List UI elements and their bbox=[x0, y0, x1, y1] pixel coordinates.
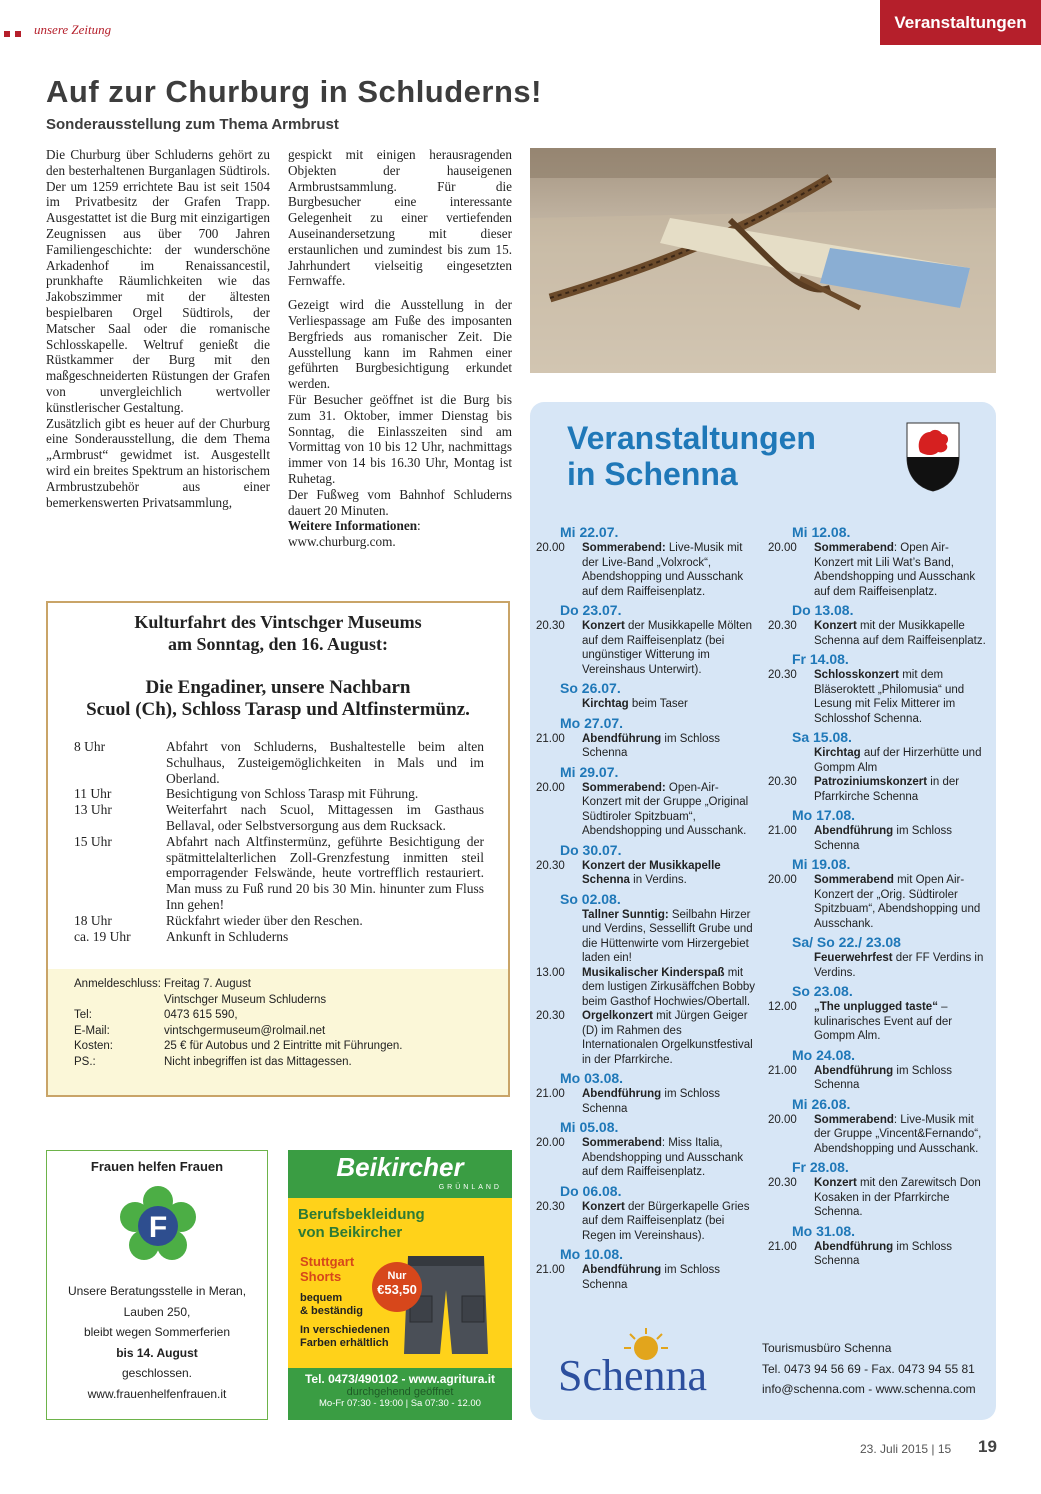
event-description bbox=[582, 859, 758, 888]
event-date: Mi 22.07. bbox=[560, 524, 619, 540]
event-description bbox=[582, 908, 758, 966]
contact-banner bbox=[288, 1368, 512, 1420]
event-text: der Bürgerkapelle Gries auf dem Raiffeisenplatz (bei Regen im Vereinshaus). bbox=[582, 1200, 750, 1242]
event-title: Sommerabend bbox=[814, 874, 894, 886]
event-time: 21.00 bbox=[536, 1264, 565, 1276]
info-value: Nicht inbegriffen ist das Mittagessen. bbox=[164, 1055, 352, 1068]
event-date: Mi 05.08. bbox=[560, 1119, 619, 1135]
more-info-colon: : bbox=[417, 518, 421, 534]
event-date: Sa 15.08. bbox=[792, 729, 852, 745]
article-column-1 bbox=[46, 147, 270, 510]
event-description bbox=[814, 1000, 988, 1044]
event-title: Sommerabend bbox=[814, 1113, 894, 1126]
schedule bbox=[74, 739, 484, 944]
schedule-time: 8 Uhr bbox=[74, 739, 106, 754]
event-description bbox=[814, 619, 988, 648]
schedule-time: 15 Uhr bbox=[74, 833, 112, 849]
schedule-row bbox=[74, 802, 484, 834]
event-date: Do 30.07. bbox=[560, 841, 622, 858]
info-label: E-Mail: bbox=[74, 1024, 110, 1037]
event-time: 20.00 bbox=[536, 1137, 565, 1149]
contact-line[interactable]: Tel. 0473/490102 - www.agritura.it bbox=[304, 1372, 496, 1386]
beikircher-ad bbox=[288, 1150, 512, 1420]
office-phone: Tel. 0473 94 56 69 - Fax. 0473 94 55 81 bbox=[762, 1361, 975, 1376]
event-item bbox=[536, 1263, 758, 1292]
schedule-time: 13 Uhr bbox=[74, 802, 112, 818]
event-title: Orgelkonzert bbox=[582, 1010, 653, 1022]
events-title bbox=[567, 420, 816, 492]
paragraph: Zusätzlich gibt es heuer auf der Churburg eine Sonderausstellung, die dem Thema „Armbrust“ gewidmet ist. Ausgestellt wird ein breites Spektrum an historischem Armbrustzubehör aus einer bemerkenswerten Privatsammlung, bbox=[46, 415, 270, 510]
event-item bbox=[768, 1000, 988, 1044]
event-description bbox=[582, 619, 758, 677]
logo-letter: F bbox=[148, 1211, 168, 1244]
event-time: 20.30 bbox=[768, 1177, 797, 1189]
frauen-line: bleibt wegen Sommerferien bbox=[83, 1325, 231, 1339]
event-description bbox=[814, 1176, 988, 1220]
event-title: Abendführung bbox=[582, 1088, 662, 1100]
schedule-row bbox=[74, 786, 484, 802]
info-row bbox=[48, 1008, 508, 1024]
frauen-line: Unsere Beratungsstelle in Meran, bbox=[67, 1284, 247, 1298]
event-text: im Schloss Schenna bbox=[814, 825, 952, 852]
event-text: mit dem lustigen Zirkusäffchen Bobby beim Gasthof Hochwies/Obertall. bbox=[582, 966, 756, 1008]
frauen-line: geschlossen. bbox=[121, 1366, 193, 1380]
hours-line: Mo-Fr 07:30 - 19:00 | Sa 07:30 - 12.00 bbox=[319, 1398, 481, 1409]
event-date: Mo 31.08. bbox=[792, 1222, 856, 1239]
feature-line: bequem bbox=[300, 1292, 343, 1304]
paragraph: Gezeigt wird die Ausstellung in der Verliespassage am Fuße des imposanten Bergfrieds aus romanischer Zeit. Die Ausstellung kann im Rahmen einer geführten Burgbesichtigung erkundet werden. bbox=[288, 297, 512, 392]
flower-logo-icon bbox=[117, 1185, 199, 1267]
event-title: Konzert bbox=[814, 1177, 857, 1189]
event-date: Do 13.08. bbox=[792, 602, 854, 618]
event-time: 21.00 bbox=[536, 1088, 565, 1100]
event-description bbox=[582, 1136, 758, 1180]
events-column-left bbox=[536, 524, 758, 1295]
kulturfahrt-box bbox=[46, 601, 510, 1097]
frauen-title: Frauen helfen Frauen bbox=[90, 1159, 224, 1174]
event-description bbox=[814, 951, 988, 980]
event-date: Do 23.07. bbox=[560, 602, 622, 618]
event-title: Tallner Sunntig: bbox=[582, 908, 669, 921]
event-item bbox=[768, 746, 988, 775]
schedule-row bbox=[74, 834, 484, 913]
info-row bbox=[48, 993, 508, 1009]
more-info-label: Weitere Informationen bbox=[288, 518, 418, 534]
event-text: der FF Verdins in Verdins. bbox=[814, 952, 984, 979]
schedule-desc: Besichtigung von Schloss Tarasp mit Führung. bbox=[166, 786, 419, 802]
event-item bbox=[536, 541, 758, 599]
kulturfahrt-destinations: Scuol (Ch), Schloss Tarasp und Altfinstermünz. bbox=[86, 699, 470, 720]
event-title: Sommerabend bbox=[582, 1137, 662, 1149]
event-title: Abendführung bbox=[582, 732, 662, 745]
schenna-logo bbox=[546, 1326, 746, 1406]
event-date: Mi 29.07. bbox=[560, 763, 619, 780]
office-web[interactable]: info@schenna.com - www.schenna.com bbox=[762, 1382, 976, 1396]
event-description bbox=[814, 1064, 988, 1093]
event-item bbox=[536, 732, 758, 761]
event-text: auf der Hirzerhütte und Gompm Alm bbox=[814, 747, 982, 774]
event-time: 21.00 bbox=[768, 1240, 797, 1253]
schedule-desc: Weiterfahrt nach Scuol, Mittagessen im Gasthaus Bellaval, oder Selbstversorgung aus dem Rucksack. bbox=[166, 802, 484, 833]
event-time: 21.00 bbox=[768, 825, 797, 837]
event-description bbox=[582, 1087, 758, 1116]
event-item bbox=[768, 619, 988, 648]
event-time bbox=[536, 908, 582, 966]
event-date: Mo 27.07. bbox=[560, 714, 624, 731]
info-value: 25 € für Autobus und 2 Eintritte mit Führungen. bbox=[164, 1040, 403, 1053]
event-title: Kirchtag bbox=[582, 698, 629, 710]
event-time: 20.00 bbox=[768, 874, 797, 886]
event-date: Mo 24.08. bbox=[792, 1046, 856, 1063]
event-title: „The unplugged taste“ bbox=[814, 1001, 938, 1013]
info-value: 0473 615 590, bbox=[164, 1009, 238, 1022]
paragraph: Der Fußweg vom Bahnhof Schluderns dauert 20 Minuten. bbox=[288, 486, 512, 518]
event-time: 20.30 bbox=[536, 1010, 565, 1022]
event-text: im Schloss Schenna bbox=[582, 732, 720, 759]
product-name bbox=[300, 1254, 354, 1284]
event-date: Mi 26.08. bbox=[792, 1095, 851, 1112]
event-time: 20.30 bbox=[768, 620, 797, 632]
events-title-line: Veranstaltungen bbox=[567, 420, 816, 456]
event-date: Sa/ So 22./ 23.08 bbox=[792, 934, 901, 950]
event-time: 20.30 bbox=[536, 620, 565, 632]
hours-line: durchgehend geöffnet bbox=[346, 1386, 454, 1398]
event-item bbox=[536, 1136, 758, 1180]
event-text: im Schloss Schenna bbox=[582, 1088, 720, 1115]
event-description bbox=[582, 541, 758, 599]
event-date: So 26.07. bbox=[560, 680, 621, 696]
event-time: 20.00 bbox=[536, 542, 565, 554]
headline-line: Berufsbekleidung bbox=[298, 1206, 425, 1223]
more-info bbox=[288, 518, 512, 550]
event-time: 21.00 bbox=[536, 732, 565, 745]
schedule-desc: Abfahrt von Schluderns, Bushaltestelle beim alten Schulhaus, Zusteigemöglichkeiten in Mals und im Oberland. bbox=[166, 739, 484, 786]
schedule-desc: Rückfahrt wieder über den Reschen. bbox=[166, 912, 363, 928]
header-square bbox=[15, 31, 21, 37]
event-text: Live-Musik mit der Live-Band „Volxrock“, Abendshopping und Ausschank auf dem Raiffeisenplatz. bbox=[582, 542, 744, 598]
article-title: Auf zur Churburg in Schluderns! bbox=[46, 74, 542, 109]
more-info-link[interactable]: www.churburg.com. bbox=[288, 534, 396, 550]
product-line: Stuttgart bbox=[300, 1254, 355, 1269]
frauen-website[interactable]: www.frauenhelfenfrauen.it bbox=[87, 1386, 227, 1401]
kulturfahrt-title: Kulturfahrt des Vintschger Museums bbox=[134, 612, 422, 632]
event-date: Fr 14.08. bbox=[792, 651, 849, 667]
event-description bbox=[814, 746, 988, 775]
info-row bbox=[48, 1024, 508, 1040]
event-time: 20.30 bbox=[768, 669, 797, 681]
event-time bbox=[768, 951, 814, 980]
event-time: 20.00 bbox=[768, 542, 797, 554]
brand-name: Beikircher bbox=[336, 1152, 464, 1182]
event-item bbox=[768, 873, 988, 931]
schedule-desc: Ankunft in Schluderns bbox=[166, 928, 289, 944]
event-title: Abendführung bbox=[814, 825, 894, 837]
event-time bbox=[768, 746, 814, 775]
crossbow-photo bbox=[530, 148, 996, 373]
event-text: : Miss Italia, Abendshopping und Ausschank auf dem Raiffeisenplatz. bbox=[582, 1137, 744, 1178]
schedule-time: 18 Uhr bbox=[74, 912, 112, 928]
event-item bbox=[536, 1200, 758, 1244]
event-item bbox=[768, 1064, 988, 1093]
event-date: Do 06.08. bbox=[560, 1182, 622, 1199]
event-time: 20.30 bbox=[536, 1200, 565, 1213]
info-row bbox=[48, 1039, 508, 1055]
email-link[interactable]: vintschgermuseum@rolmail.net bbox=[164, 1024, 326, 1037]
office-name: Tourismusbüro Schenna bbox=[762, 1341, 892, 1355]
event-text: im Schloss Schenna bbox=[582, 1264, 720, 1291]
info-label: Anmeldeschluss: bbox=[74, 978, 161, 990]
event-description bbox=[814, 1113, 988, 1157]
event-item bbox=[768, 775, 988, 804]
price-label: Nur bbox=[387, 1270, 407, 1282]
event-item bbox=[536, 1009, 758, 1067]
event-title: Abendführung bbox=[582, 1264, 662, 1276]
event-title: Abendführung bbox=[814, 1240, 894, 1253]
price-value: €53,50 bbox=[377, 1282, 417, 1297]
event-item bbox=[768, 1176, 988, 1220]
kulturfahrt-subtitle: Die Engadiner, unsere Nachbarn bbox=[145, 677, 411, 698]
event-description bbox=[814, 541, 988, 599]
info-row bbox=[48, 977, 508, 993]
event-item bbox=[536, 1087, 758, 1116]
feature-line: & beständig bbox=[300, 1305, 363, 1317]
brand-banner bbox=[288, 1150, 512, 1198]
feature-line: Farben erhältlich bbox=[300, 1337, 389, 1349]
event-description bbox=[582, 697, 758, 712]
event-text: – kulinarisches Event auf der Gompm Alm. bbox=[814, 1001, 953, 1042]
event-time: 20.00 bbox=[536, 781, 565, 794]
issue-date: 23. Juli 2015 | 15 bbox=[860, 1442, 952, 1456]
page-number: 19 bbox=[978, 1437, 997, 1456]
schedule-time: 11 Uhr bbox=[74, 786, 112, 802]
event-description bbox=[814, 824, 988, 853]
schedule-desc: Abfahrt nach Altfinstermünz, geführte Besichtigung der spätmittelalterlichen Zoll-Grenzfestung inmitten steil emporragender Felswände, heute vortrefflich restauriert. Man muss zu Fuß rund 20 bis 30 Min. hinunter zum Fluss Inn gehen! bbox=[166, 833, 484, 912]
event-date: So 23.08. bbox=[792, 983, 853, 999]
event-date: Mi 19.08. bbox=[792, 856, 851, 872]
event-item bbox=[536, 966, 758, 1010]
event-title: Sommerabend bbox=[814, 542, 894, 554]
info-value: Freitag 7. August bbox=[164, 978, 251, 990]
event-title: Sommerabend: bbox=[582, 781, 666, 794]
schedule-time: ca. 19 Uhr bbox=[74, 928, 131, 944]
registration-info bbox=[48, 969, 508, 1095]
event-description bbox=[582, 781, 758, 839]
event-title: Schlosskonzert bbox=[814, 669, 899, 681]
event-date: Mo 10.08. bbox=[560, 1246, 624, 1262]
event-description bbox=[582, 1263, 758, 1292]
event-time: 12.00 bbox=[768, 1001, 797, 1013]
event-description bbox=[582, 966, 758, 1010]
schedule-row bbox=[74, 913, 484, 929]
event-description bbox=[814, 668, 988, 726]
event-description bbox=[582, 732, 758, 761]
event-title: Feuerwehrfest bbox=[814, 952, 893, 964]
paragraph: Die Churburg über Schluderns gehört zu den besterhaltenen Burganlagen Südtirols. Der um 1259 errichtete Bau ist seit 1504 im Privatbesitz der Grafen Trapp. Ausgestattet ist die Burg mit einzigartigen Zeugnissen aus über 700 Jahren Familiengeschichte: der wunderschöne Arkadenhof im Renaissancestil, prunkhafte Räumlichkeiten wie das Jakobszimmer mit der ältesten bespielbaren Orgel Südtirols, der Matscher Saal oder die romanische Schlosskapelle. Weltruf genießt die Rüstkammer der Burg mit den maßgeschneiderten Rüstungen der Grafen von unvergleichlich wertvoller künstlerischer Gestaltung. bbox=[46, 147, 270, 415]
frauen-line: Lauben 250, bbox=[123, 1304, 191, 1319]
event-time bbox=[536, 697, 582, 712]
frauen-ad bbox=[46, 1150, 268, 1420]
info-label: Kosten: bbox=[74, 1040, 113, 1053]
article-column-2 bbox=[288, 147, 512, 550]
event-date: Mo 03.08. bbox=[560, 1070, 624, 1086]
event-description bbox=[582, 1009, 758, 1067]
coat-of-arms-icon bbox=[906, 422, 960, 492]
event-text: mit Open Air-Konzert der „Orig. Südtiroler Spitzbuam“, Abendshopping und Ausschank. bbox=[814, 874, 981, 930]
event-text: Seilbahn Hirzer und Verdins, Sessellift Grube und die Hüttenwirte vom Hirzergebiet laden ein! bbox=[582, 908, 753, 964]
events-column-right bbox=[768, 524, 988, 1272]
newspaper-name: unsere Zeitung bbox=[34, 22, 112, 37]
schenna-wordmark: Schenna bbox=[558, 1351, 708, 1400]
event-text: mit der Musikkapelle Schenna auf dem Raiffeisenplatz. bbox=[814, 620, 986, 647]
info-label: PS.: bbox=[74, 1055, 96, 1068]
event-text: in der Pfarrkirche Schenna bbox=[814, 776, 960, 803]
event-text: beim Taser bbox=[628, 698, 688, 710]
price-badge bbox=[372, 1262, 422, 1312]
kulturfahrt-date: am Sonntag, den 16. August: bbox=[167, 634, 389, 654]
info-label: Tel: bbox=[74, 1009, 92, 1022]
section-tab[interactable]: Veranstaltungen bbox=[880, 0, 1041, 45]
event-text: mit Jürgen Geiger (D) im Rahmen des Internationalen Orgelkunstfestival in der Pfarrkirche. bbox=[582, 1010, 753, 1066]
paragraph: Für Besucher geöffnet ist die Burg bis zum 31. Oktober, immer Dienstag bis Sonntag, die Einlasszeiten sind am Vormittag von 10 bis 12 Uhr, nachmittags immer von 14 bis 16.30 Uhr, Montag ist Ruhetag. bbox=[288, 391, 512, 486]
event-date: Fr 28.08. bbox=[792, 1159, 849, 1175]
event-description bbox=[814, 873, 988, 931]
event-date: So 02.08. bbox=[560, 890, 621, 907]
headline-line: von Beikircher bbox=[298, 1224, 403, 1241]
event-title: Kirchtag bbox=[814, 747, 861, 759]
tourism-contact bbox=[762, 1338, 976, 1400]
event-item bbox=[768, 824, 988, 853]
info-label bbox=[48, 993, 164, 1009]
event-time: 20.30 bbox=[536, 859, 565, 872]
events-title-line: in Schenna bbox=[567, 456, 738, 492]
event-item bbox=[768, 668, 988, 726]
event-description bbox=[582, 1200, 758, 1244]
event-item bbox=[536, 781, 758, 839]
event-description bbox=[814, 1240, 988, 1269]
event-title: Konzert bbox=[582, 1200, 625, 1213]
event-text: im Schloss Schenna bbox=[814, 1064, 952, 1091]
info-value: Vintschger Museum Schluderns bbox=[164, 993, 327, 1006]
event-title: Konzert bbox=[814, 620, 857, 632]
event-date: Mo 17.08. bbox=[792, 807, 856, 823]
event-description bbox=[814, 775, 988, 804]
frauen-text bbox=[47, 1281, 267, 1404]
paragraph: gespickt mit einigen herausragenden Objekten der hauseigenen Armbrustsammlung. Für die Burgbesucher eine interessante Gelegenheit zu einer vertiefenden Auseinandersetzung mit dieser erstaunlichen und zumindest bis zum 15. Jahrhundert vielseitig eingesetzten Fernwaffe. bbox=[288, 147, 512, 289]
event-item bbox=[768, 951, 988, 980]
event-text: in Verdins. bbox=[629, 874, 687, 886]
info-row bbox=[48, 1055, 508, 1071]
event-text: mit dem Bläseroktett „Philomusia“ und Lesung mit Felix Mitterer im Schlosshof Schenna. bbox=[814, 669, 965, 725]
event-text: im Schloss Schenna bbox=[814, 1240, 952, 1267]
event-title: Sommerabend: bbox=[582, 542, 666, 554]
product-line: Shorts bbox=[300, 1269, 342, 1284]
schedule-row bbox=[74, 929, 484, 945]
event-item bbox=[536, 859, 758, 888]
event-text: : Live-Musik mit der Gruppe „Vincent&Fernando“, Abendshopping und Ausschank. bbox=[814, 1113, 982, 1155]
header-square bbox=[4, 31, 10, 37]
event-title: Musikalischer Kinderspaß bbox=[582, 966, 725, 979]
article-subtitle: Sonderausstellung zum Thema Armbrust bbox=[46, 116, 339, 133]
event-item bbox=[768, 541, 988, 599]
event-item bbox=[536, 619, 758, 677]
event-title: Konzert bbox=[582, 620, 625, 632]
ad-headline bbox=[298, 1206, 425, 1242]
event-text: der Musikkapelle Mölten auf dem Raiffeisenplatz (bei ungünstiger Witterung im Vereinshaus Unterwirt). bbox=[582, 620, 753, 676]
event-time: 20.00 bbox=[768, 1113, 797, 1126]
event-text: mit den Zarewitsch Don Kosaken in der Pfarrkirche Schenna. bbox=[814, 1177, 981, 1218]
brand-sub: GRÜNLAND bbox=[438, 1184, 502, 1191]
event-item bbox=[768, 1240, 988, 1269]
event-text: : Open Air-Konzert mit Lili Wat’s Band, Abendshopping und Ausschank auf dem Raiffeisenplatz. bbox=[814, 542, 976, 598]
event-item bbox=[536, 697, 758, 712]
event-time: 13.00 bbox=[536, 966, 565, 979]
event-date: Mi 12.08. bbox=[792, 524, 851, 540]
feature-line: In verschiedenen bbox=[300, 1324, 390, 1336]
event-title: Patroziniumskonzert bbox=[814, 776, 928, 788]
event-text: Open-Air-Konzert mit der Gruppe „Original Südtiroler Spitzbuam“, Abendshopping und Ausschank. bbox=[582, 781, 749, 837]
event-title: Abendführung bbox=[814, 1064, 894, 1077]
event-item bbox=[768, 1113, 988, 1157]
event-time: 20.30 bbox=[768, 776, 797, 788]
frauen-line: bis 14. August bbox=[116, 1345, 198, 1360]
event-title: Konzert der Musikkapelle Schenna bbox=[582, 859, 721, 886]
event-time: 21.00 bbox=[768, 1064, 797, 1077]
schedule-row bbox=[74, 739, 484, 786]
event-item bbox=[536, 908, 758, 966]
